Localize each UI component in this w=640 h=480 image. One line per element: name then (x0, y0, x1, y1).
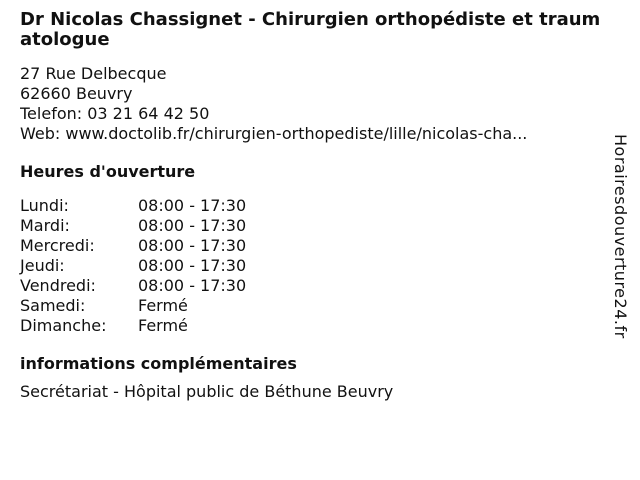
hours-row-vendredi (20, 276, 610, 296)
day-label: Samedi: (20, 296, 86, 315)
day-hours: 08:00 - 17:30 (138, 196, 247, 215)
website-link[interactable]: Web: www.doctolib.fr/chirurgien-orthopediste/lille/nicolas-cha... (20, 124, 528, 143)
day-label: Dimanche: (20, 316, 107, 335)
info-heading: informations complémentaires (20, 354, 297, 373)
day-label: Jeudi: (20, 256, 65, 275)
hours-row-samedi (20, 296, 610, 316)
address-street: 27 Rue Delbecque (20, 64, 167, 83)
day-label: Lundi: (20, 196, 69, 215)
hours-row-jeudi (20, 256, 610, 276)
hours-heading: Heures d'ouverture (20, 162, 196, 181)
address-city: 62660 Beuvry (20, 84, 133, 103)
address-block (20, 64, 610, 144)
day-hours: Fermé (138, 316, 188, 335)
day-hours: 08:00 - 17:30 (138, 236, 247, 255)
hours-row-dimanche (20, 316, 610, 336)
hours-row-lundi (20, 196, 610, 216)
phone-number[interactable]: Telefon: 03 21 64 42 50 (20, 104, 210, 123)
day-hours: 08:00 - 17:30 (138, 216, 247, 235)
hours-row-mercredi (20, 236, 610, 256)
day-hours: 08:00 - 17:30 (138, 256, 247, 275)
day-hours: 08:00 - 17:30 (138, 276, 247, 295)
opening-hours-table (20, 196, 610, 336)
day-label: Mardi: (20, 216, 70, 235)
site-watermark: Horairesdouverture24.fr (611, 134, 630, 339)
hours-row-mardi (20, 216, 610, 236)
page-title: Dr Nicolas Chassignet - Chirurgien orthopédiste et traumatologue (20, 9, 601, 50)
day-label: Vendredi: (20, 276, 96, 295)
business-card (20, 10, 610, 402)
day-label: Mercredi: (20, 236, 95, 255)
day-hours: Fermé (138, 296, 188, 315)
info-text: Secrétariat - Hôpital public de Béthune Beuvry (20, 382, 394, 401)
